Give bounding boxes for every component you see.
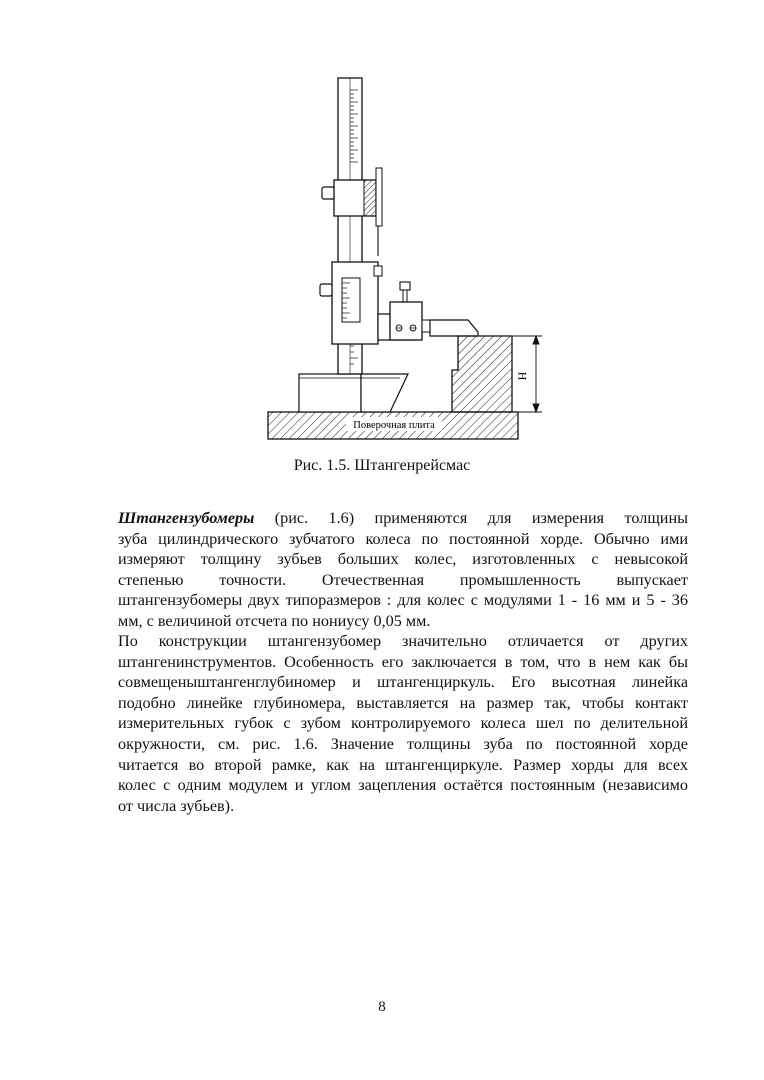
page-number: 8 — [378, 999, 386, 1015]
height-gauge-figure — [250, 70, 550, 450]
vernier-frame — [320, 262, 382, 344]
paragraph-2-line-4: подобно линейке глубиномера, выставляется на размер так, чтобы контакт — [118, 693, 688, 712]
paragraph-2-line-9: от числа зубьев). — [118, 796, 235, 815]
paragraph-2-line-1: По конструкции штангензубомер значительно отличается от других — [118, 632, 688, 650]
paragraph-1-line-4: степенью точности. Отечественная промышленность выпускает — [118, 570, 688, 589]
paragraph-1-term: Штангензубомеры — [118, 509, 255, 527]
figure-caption: Рис. 1.5. Штангенрейсмас — [293, 457, 471, 474]
dimension-h-label: H — [515, 371, 529, 381]
paragraph-2-line-8: колес с одним модулем и углом зацепления остаётся постоянным (независимо — [118, 776, 688, 795]
paragraph-2-line-5: измерительных губок с зубом контролируемого колеса шел по делительной — [118, 714, 688, 733]
workpiece — [452, 336, 512, 412]
paragraph-2-line-7: читается во второй рамке, как на штангенциркуле. Размер хорды для всех — [118, 755, 688, 774]
paragraph-2-line-6: окружности, см. рис. 1.6. Значение толщины зуба по постоянной хорде — [118, 734, 688, 753]
paragraph-1-line-6: мм, с величиной отсчета по нониусу 0,05 мм. — [118, 611, 431, 630]
paragraph-1-line-2: зуба цилиндрического зубчатого колеса по постоянной хорде. Обычно ими — [118, 529, 688, 548]
surface-plate — [268, 412, 518, 439]
paragraph-2-line-2: штангенинструментов. Особенность его заключается в том, что в нем как бы — [118, 652, 688, 671]
paragraph-2 — [85, 631, 688, 816]
surface-plate-label: Поверочная плита — [353, 420, 435, 431]
paragraph-1-line-1: (рис. 1.6) применяются для измерения толщины — [254, 509, 688, 527]
paragraph-1-line-3: измеряют толщину зубьев больших колес, изготовленных с невысокой — [118, 550, 688, 569]
paragraph-1-line-5: штангензубомеры двух типоразмеров : для колес с модулями 1 - 16 мм и 5 - 36 — [118, 591, 688, 610]
paragraph-1 — [85, 508, 688, 632]
gauge-base — [299, 374, 408, 412]
scriber-holder — [378, 282, 478, 340]
paragraph-2-line-3: совмещеныштангенглубиномер и штангенциркуль. Его высотная линейка — [118, 673, 688, 692]
